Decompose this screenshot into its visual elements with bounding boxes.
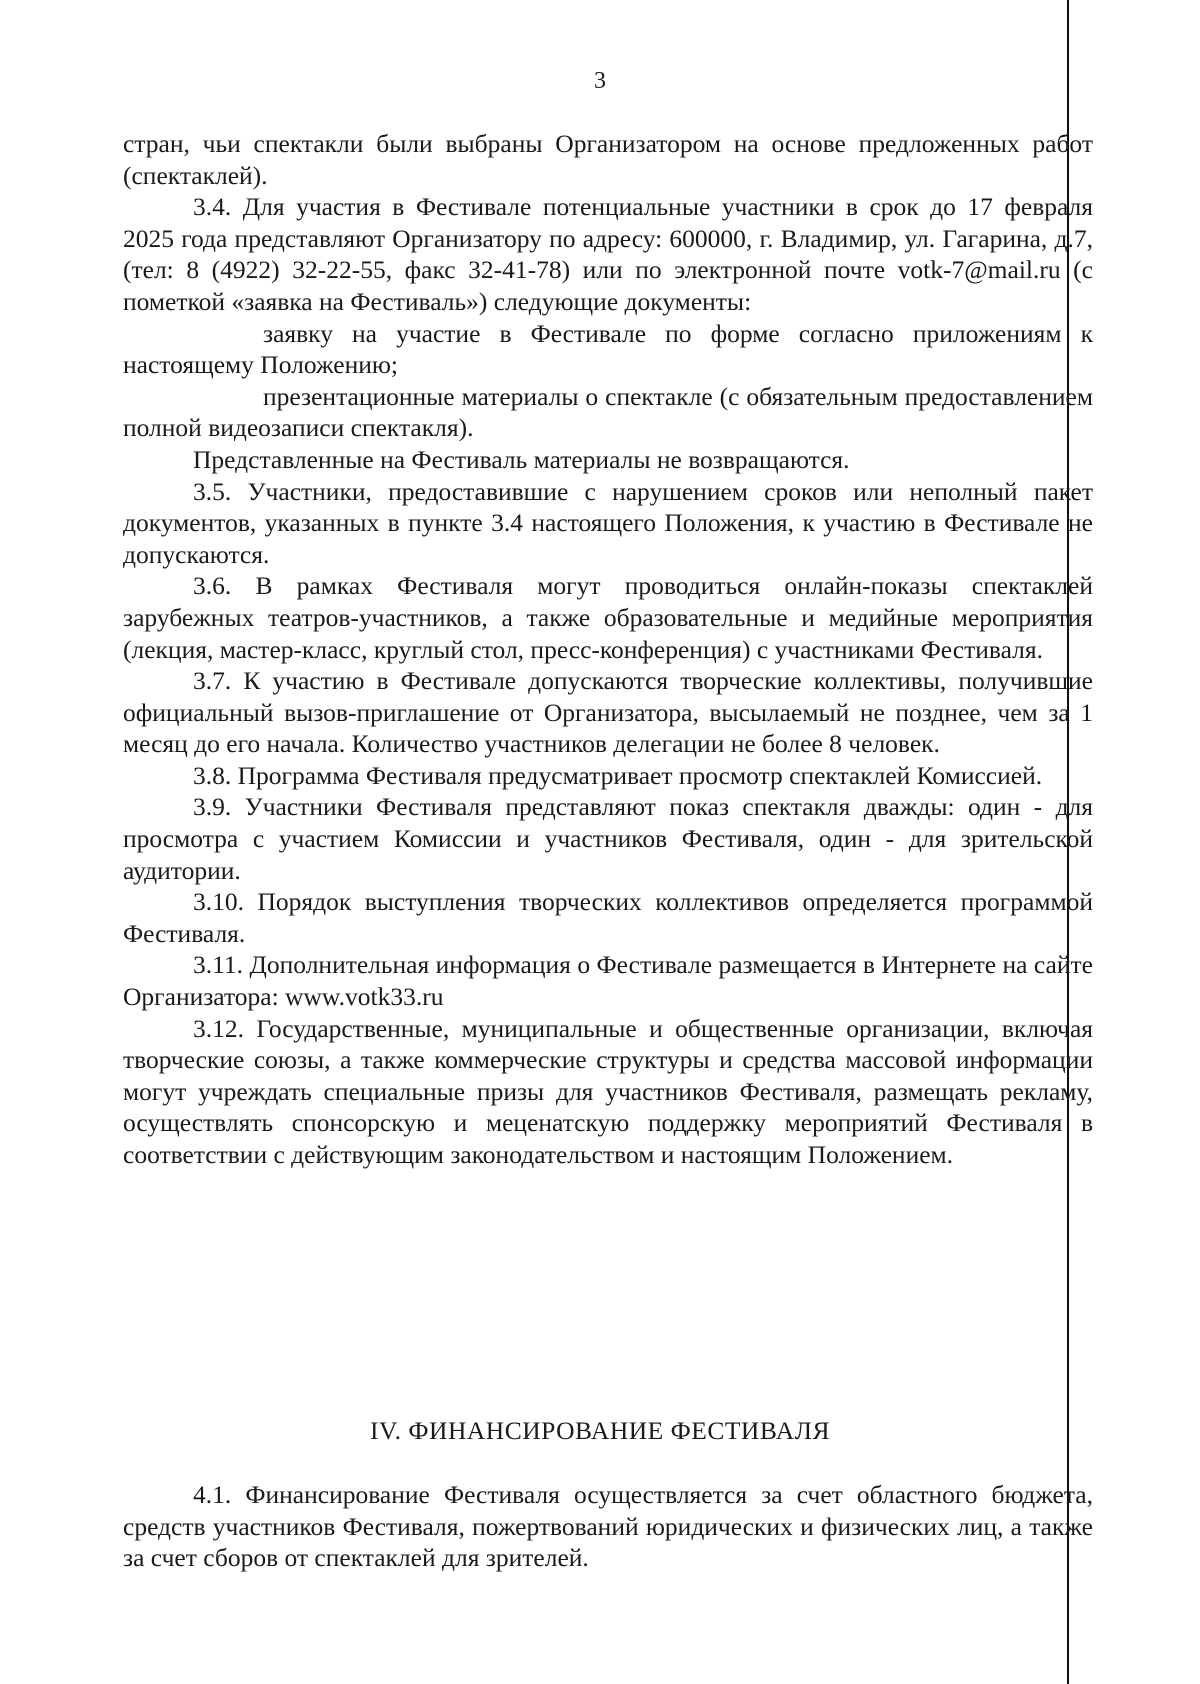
paragraph-3-4: 3.4. Для участия в Фестивале потенциальные участники в срок до 17 февраля 2025 года представляют Организатору по адресу: 600000, г. Владимир, ул. Гагарина, д.7, (тел: 8 (4922) 32-22-55, факс 32-41-78) или по электронной почте votk-7@mail.ru (с пометкой «заявка на Фестиваль») следующие документы: [123, 192, 1093, 316]
section-4-body [123, 1479, 1093, 1574]
paragraph-3-10: 3.10. Порядок выступления творческих коллективов определяется программой Фестиваля. [123, 887, 1093, 948]
paragraph-3-5: 3.5. Участники, предоставившие с нарушением сроков или неполный пакет документов, указанных в пункте 3.4 настоящего Положения, к участию в Фестивале не допускаются. [123, 476, 1093, 569]
paragraph-3-12: 3.12. Государственные, муниципальные и общественные организации, включая творческие союзы, а также коммерческие структуры и средства массовой информации могут учреждать специальные призы для участников Фестиваля, размещать рекламу, осуществлять спонсорскую и меценатскую поддержку мероприятий Фестиваля в соответствии с действующим законодательством и настоящим Положением. [123, 1013, 1093, 1169]
paragraph-3-8: 3.8. Программа Фестиваля предусматривает просмотр спектаклей Комиссией. [193, 760, 1043, 790]
section-3-body [123, 128, 1093, 1171]
paragraph-4-1: 4.1. Финансирование Фестиваля осуществляется за счет областного бюджета, средств участников Фестиваля, пожертвований юридических и физических лиц, а также за счет сборов от спектаклей для зрителей. [123, 1480, 1093, 1573]
paragraph-3-4-item-b: презентационные материалы о спектакле (с обязательным предоставлением полной видеозаписи спектакля). [123, 381, 1093, 443]
paragraph-3-4-item-a: заявку на участие в Фестивале по форме согласно приложениям к настоящему Положению; [123, 318, 1093, 380]
section-4-heading: IV. ФИНАНСИРОВАНИЕ ФЕСТИВАЛЯ [370, 1416, 830, 1445]
paragraph-intro: стран, чьи спектакли были выбраны Организатором на основе предложенных работ (спектаклей). [123, 129, 1093, 190]
paragraph-3-6: 3.6. В рамках Фестиваля могут проводиться онлайн-показы спектаклей зарубежных театров-участников, а также образовательные и медийные мероприятия (лекция, мастер-класс, круглый стол, пресс-конференция) с участниками Фестиваля. [123, 571, 1093, 664]
paragraph-3-7: 3.7. К участию в Фестивале допускаются творческие коллективы, получившие официальный вызов-приглашение от Организатора, высылаемый не позднее, чем за 1 месяц до его начала. Количество участников делегации не более 8 человек. [123, 666, 1093, 759]
paragraph-3-9: 3.9. Участники Фестиваля представляют показ спектакля дважды: один - для просмотра с участием Комиссии и участников Фестиваля, один - для зрительской аудитории. [123, 792, 1093, 885]
paragraph-3-11: 3.11. Дополнительная информация о Фестивале размещается в Интернете на сайте Организатора: www.votk33.ru [123, 950, 1093, 1012]
paragraph-3-4-note: Представленные на Фестиваль материалы не возвращаются. [193, 444, 850, 474]
page-number: 3 [594, 68, 606, 94]
